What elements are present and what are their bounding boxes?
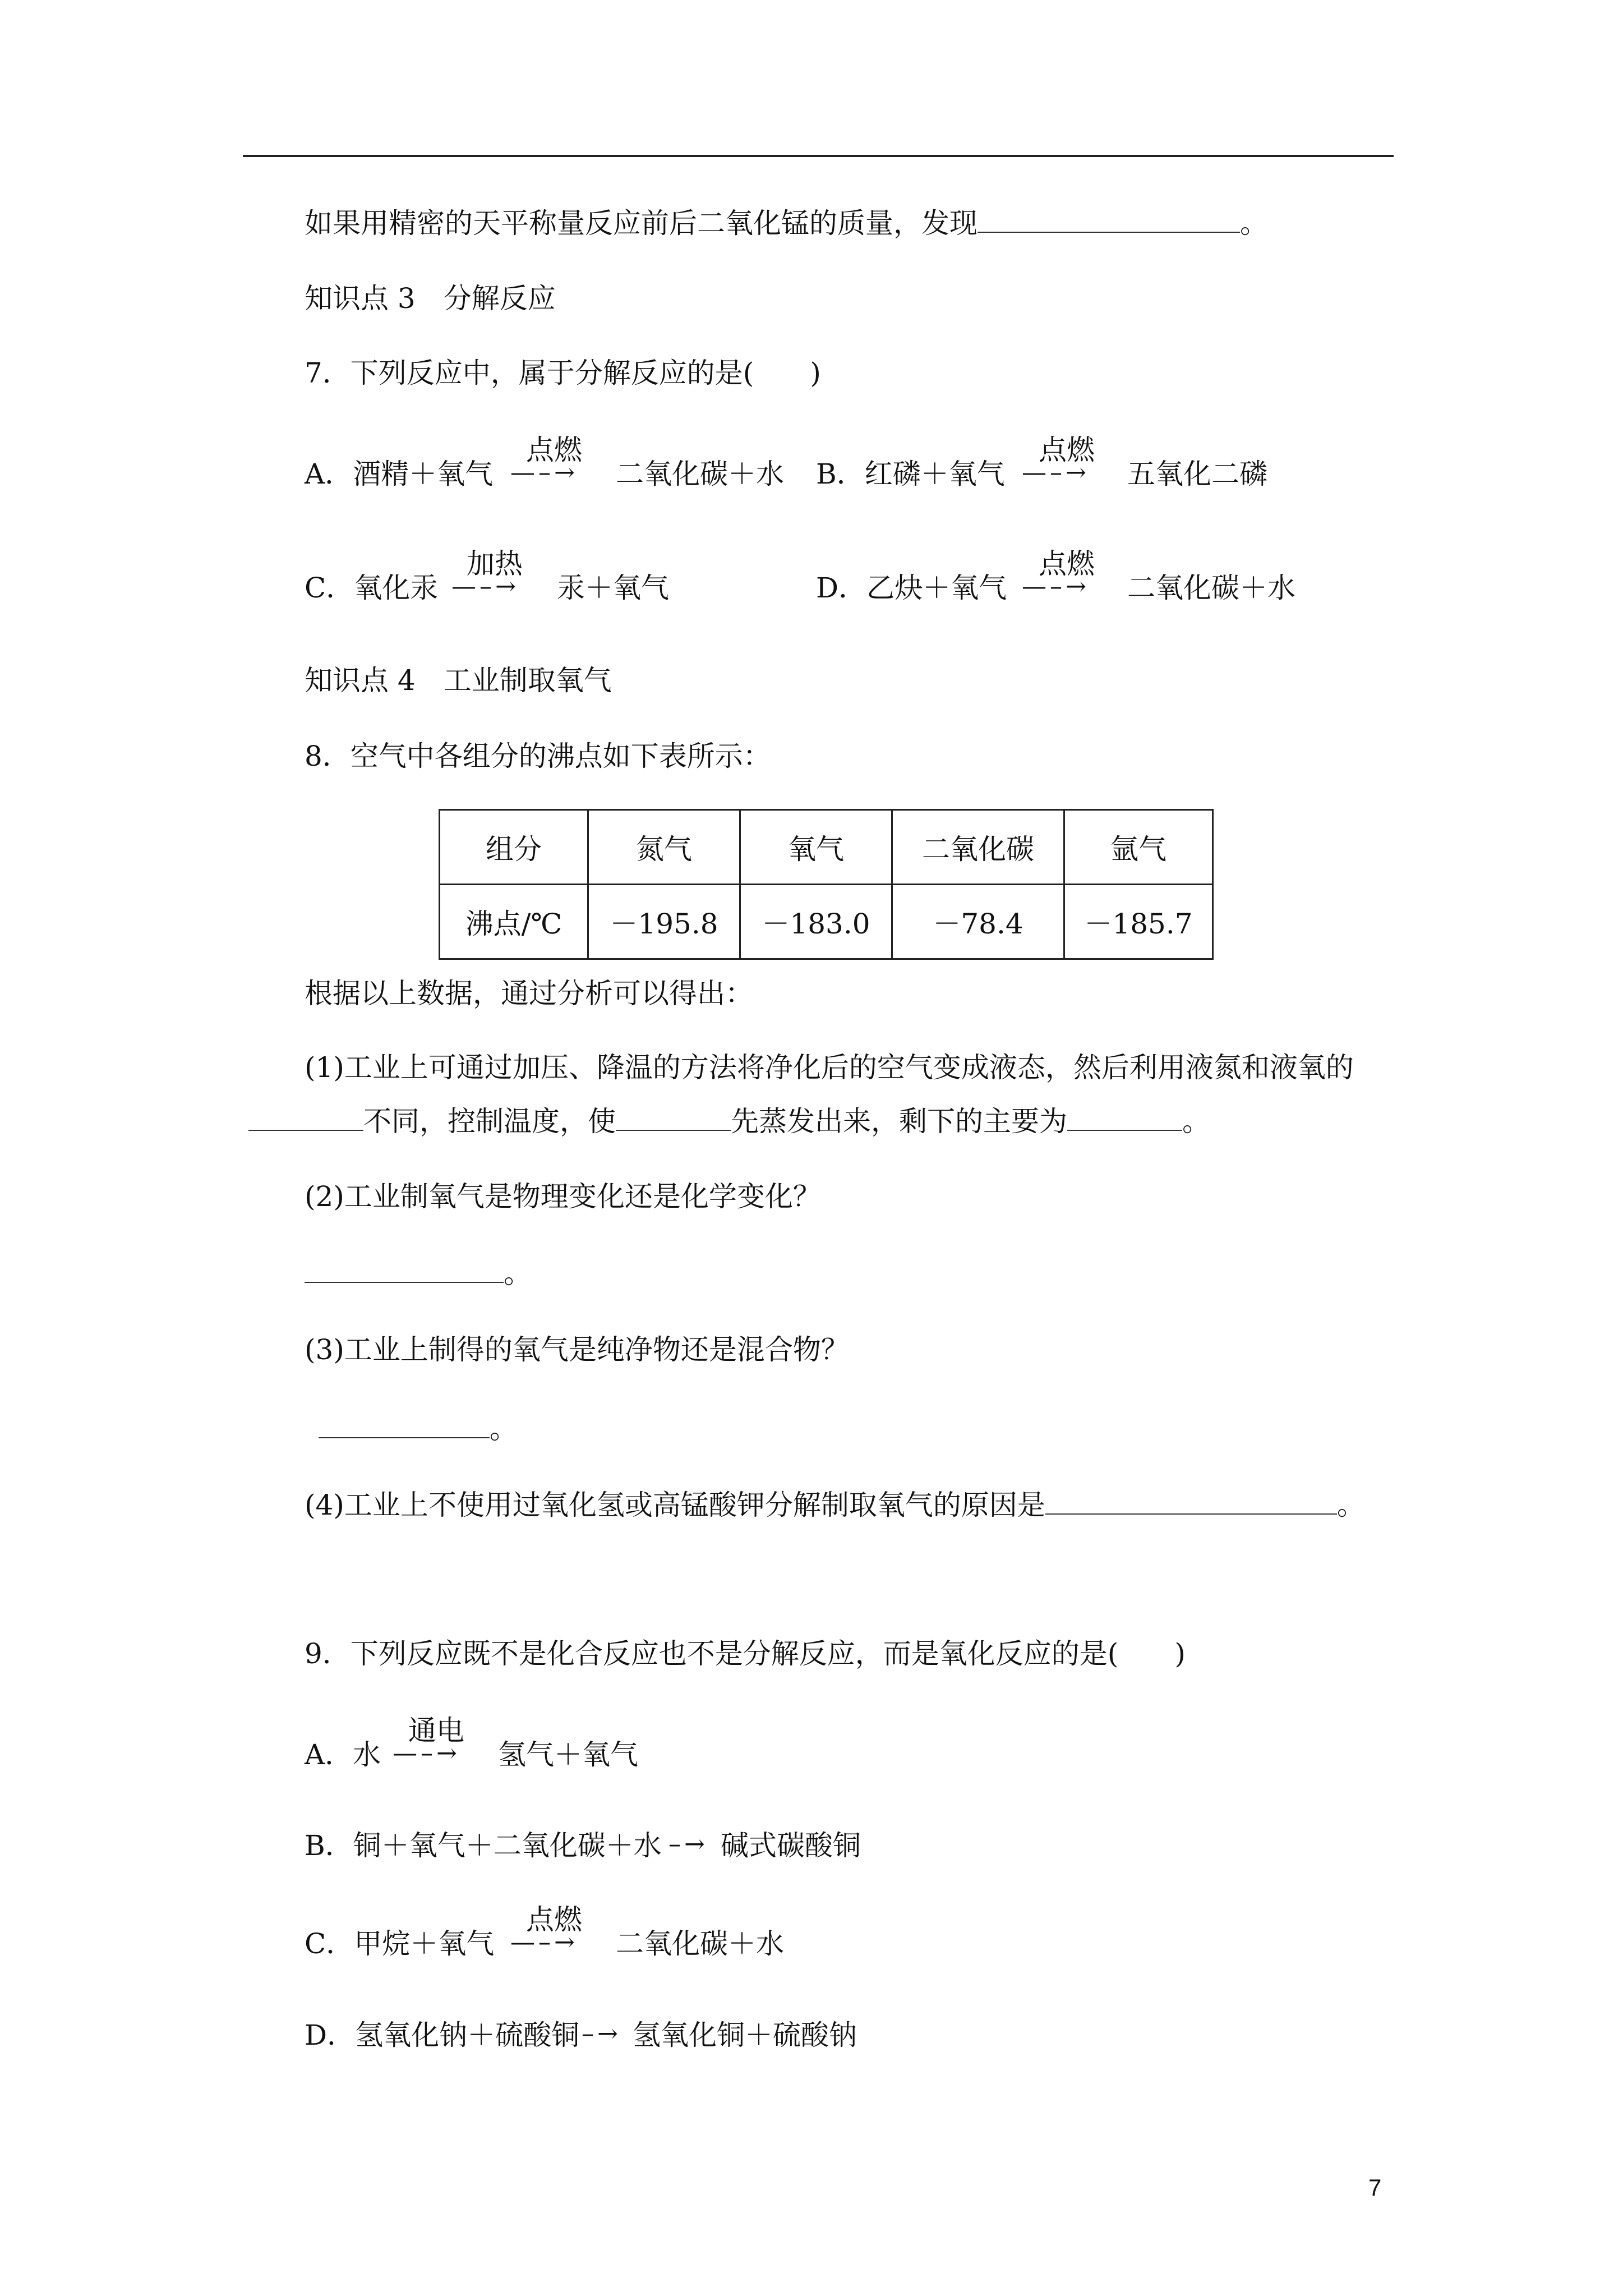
q7-option-d-condition: 点燃 (1039, 547, 1095, 580)
q6-tail-end: 。 (1240, 207, 1268, 240)
answer-blank[interactable] (1067, 1105, 1182, 1131)
q8-part2-end: 。 (504, 1257, 532, 1290)
q8-part4 (305, 1488, 1365, 1522)
table-header-cell: 二氧化碳 (892, 810, 1064, 885)
q8-part3: (3)工业上制得的氧气是纯净物还是混合物？ (305, 1333, 849, 1366)
q8-part1-line2 (248, 1105, 1210, 1138)
reaction-arrow-icon: —–→ (451, 572, 519, 601)
q7-option-c-condition: 加热 (467, 547, 523, 580)
table-header-cell: 氧气 (740, 810, 892, 885)
q7-stem: 7．下列反应中，属于分解反应的是( ) (305, 357, 821, 389)
q8-part4-text: (4)工业上不使用过氧化氢或高锰酸钾分解制取氧气的原因是 (305, 1489, 1045, 1521)
answer-blank[interactable] (248, 1105, 363, 1131)
q9-option-b-right: 碱式碳酸铜 (721, 1829, 861, 1862)
q9-option-b-left: B．铜＋氧气＋二氧化碳＋水 (305, 1829, 662, 1862)
q7-option-a-right: 二氧化碳＋水 (616, 458, 784, 490)
answer-blank[interactable] (978, 207, 1240, 233)
reaction-arrow-icon: —–→ (393, 1739, 460, 1768)
table-header-cell: 氩气 (1064, 810, 1213, 885)
q9-option-d-right: 氢氧化铜＋硫酸钠 (633, 2019, 857, 2051)
table-cell: －183.0 (740, 885, 892, 959)
q9-option-d-left: D．氢氧化钠＋硫酸铜 (305, 2019, 580, 2051)
q7-option-d-left: D．乙炔＋氧气 (816, 572, 1007, 604)
q8-intro: 根据以上数据，通过分析可以得出： (305, 977, 753, 1010)
reaction-arrow-icon: —–→ (510, 1928, 578, 1957)
q9-option-c-condition: 点燃 (526, 1903, 582, 1936)
page-number: 7 (1368, 2174, 1382, 2201)
q8-part4-end: 。 (1336, 1489, 1365, 1521)
q7-option-a-condition: 点燃 (526, 434, 582, 466)
reaction-arrow-icon: –→ (668, 1830, 708, 1858)
table-header-cell: 氮气 (588, 810, 740, 885)
reaction-arrow-icon: —–→ (1022, 458, 1090, 487)
reaction-arrow-icon: –→ (582, 2019, 621, 2048)
reaction-arrow-icon: —–→ (510, 458, 578, 487)
boiling-point-table (439, 809, 1214, 960)
q9-option-c-left: C．甲烷＋氧气 (305, 1927, 495, 1960)
q9-stem: 9．下列反应既不是化合反应也不是分解反应，而是氧化反应的是( ) (305, 1637, 1186, 1670)
q8-part2: (2)工业制氧气是物理变化还是化学变化？ (305, 1180, 821, 1213)
q7-option-b-condition: 点燃 (1039, 434, 1095, 466)
q8-part1-line1: (1)工业上可通过加压、降温的方法将净化后的空气变成液态，然后利用液氮和液氧的 (305, 1051, 1354, 1084)
q8-part3-answer (319, 1412, 518, 1446)
q8-part1-seg2: 先蒸发出来，剩下的主要为 (731, 1105, 1067, 1138)
q6-tail-text: 如果用精密的天平称量反应前后二氧化锰的质量，发现 (305, 207, 978, 240)
q8-part3-end: 。 (490, 1412, 518, 1445)
q9-option-a-condition: 通电 (408, 1714, 464, 1747)
q9-option-a-left: A．水 (305, 1738, 381, 1771)
q6-tail-line (305, 206, 1268, 240)
q8-part2-answer (305, 1257, 532, 1290)
q8-stem: 8．空气中各组分的沸点如下表所示： (305, 740, 771, 772)
q7-option-c-right: 汞＋氧气 (557, 572, 669, 604)
header-rule (243, 155, 1394, 157)
answer-blank[interactable] (616, 1105, 731, 1131)
q8-part1-end: 。 (1182, 1105, 1210, 1138)
knowledge-point-4: 知识点 4 工业制取氧气 (305, 664, 612, 697)
answer-blank[interactable] (305, 1257, 504, 1283)
table-row (440, 885, 1213, 959)
reaction-arrow-icon: —–→ (1022, 572, 1090, 601)
q7-option-b-right: 五氧化二磷 (1127, 458, 1267, 490)
answer-blank[interactable] (319, 1412, 490, 1438)
table-cell: －185.7 (1064, 885, 1213, 959)
table-cell: －78.4 (892, 885, 1064, 959)
table-cell: 沸点/℃ (440, 885, 588, 959)
table-header-cell: 组分 (440, 810, 588, 885)
answer-blank[interactable] (1045, 1489, 1337, 1515)
q8-part1-seg1: 不同，控制温度，使 (363, 1105, 616, 1138)
q7-option-b-left: B．红磷＋氧气 (816, 458, 1005, 490)
table-cell: －195.8 (588, 885, 740, 959)
q7-option-d-right: 二氧化碳＋水 (1127, 572, 1295, 604)
table-row (440, 810, 1213, 885)
q7-option-a-left: A．酒精＋氧气 (305, 458, 494, 490)
q9-option-c-right: 二氧化碳＋水 (616, 1927, 784, 1960)
q7-option-c-left: C．氧化汞 (305, 572, 439, 604)
q9-option-a-right: 氢气＋氧气 (498, 1738, 638, 1771)
knowledge-point-3: 知识点 3 分解反应 (305, 282, 556, 315)
